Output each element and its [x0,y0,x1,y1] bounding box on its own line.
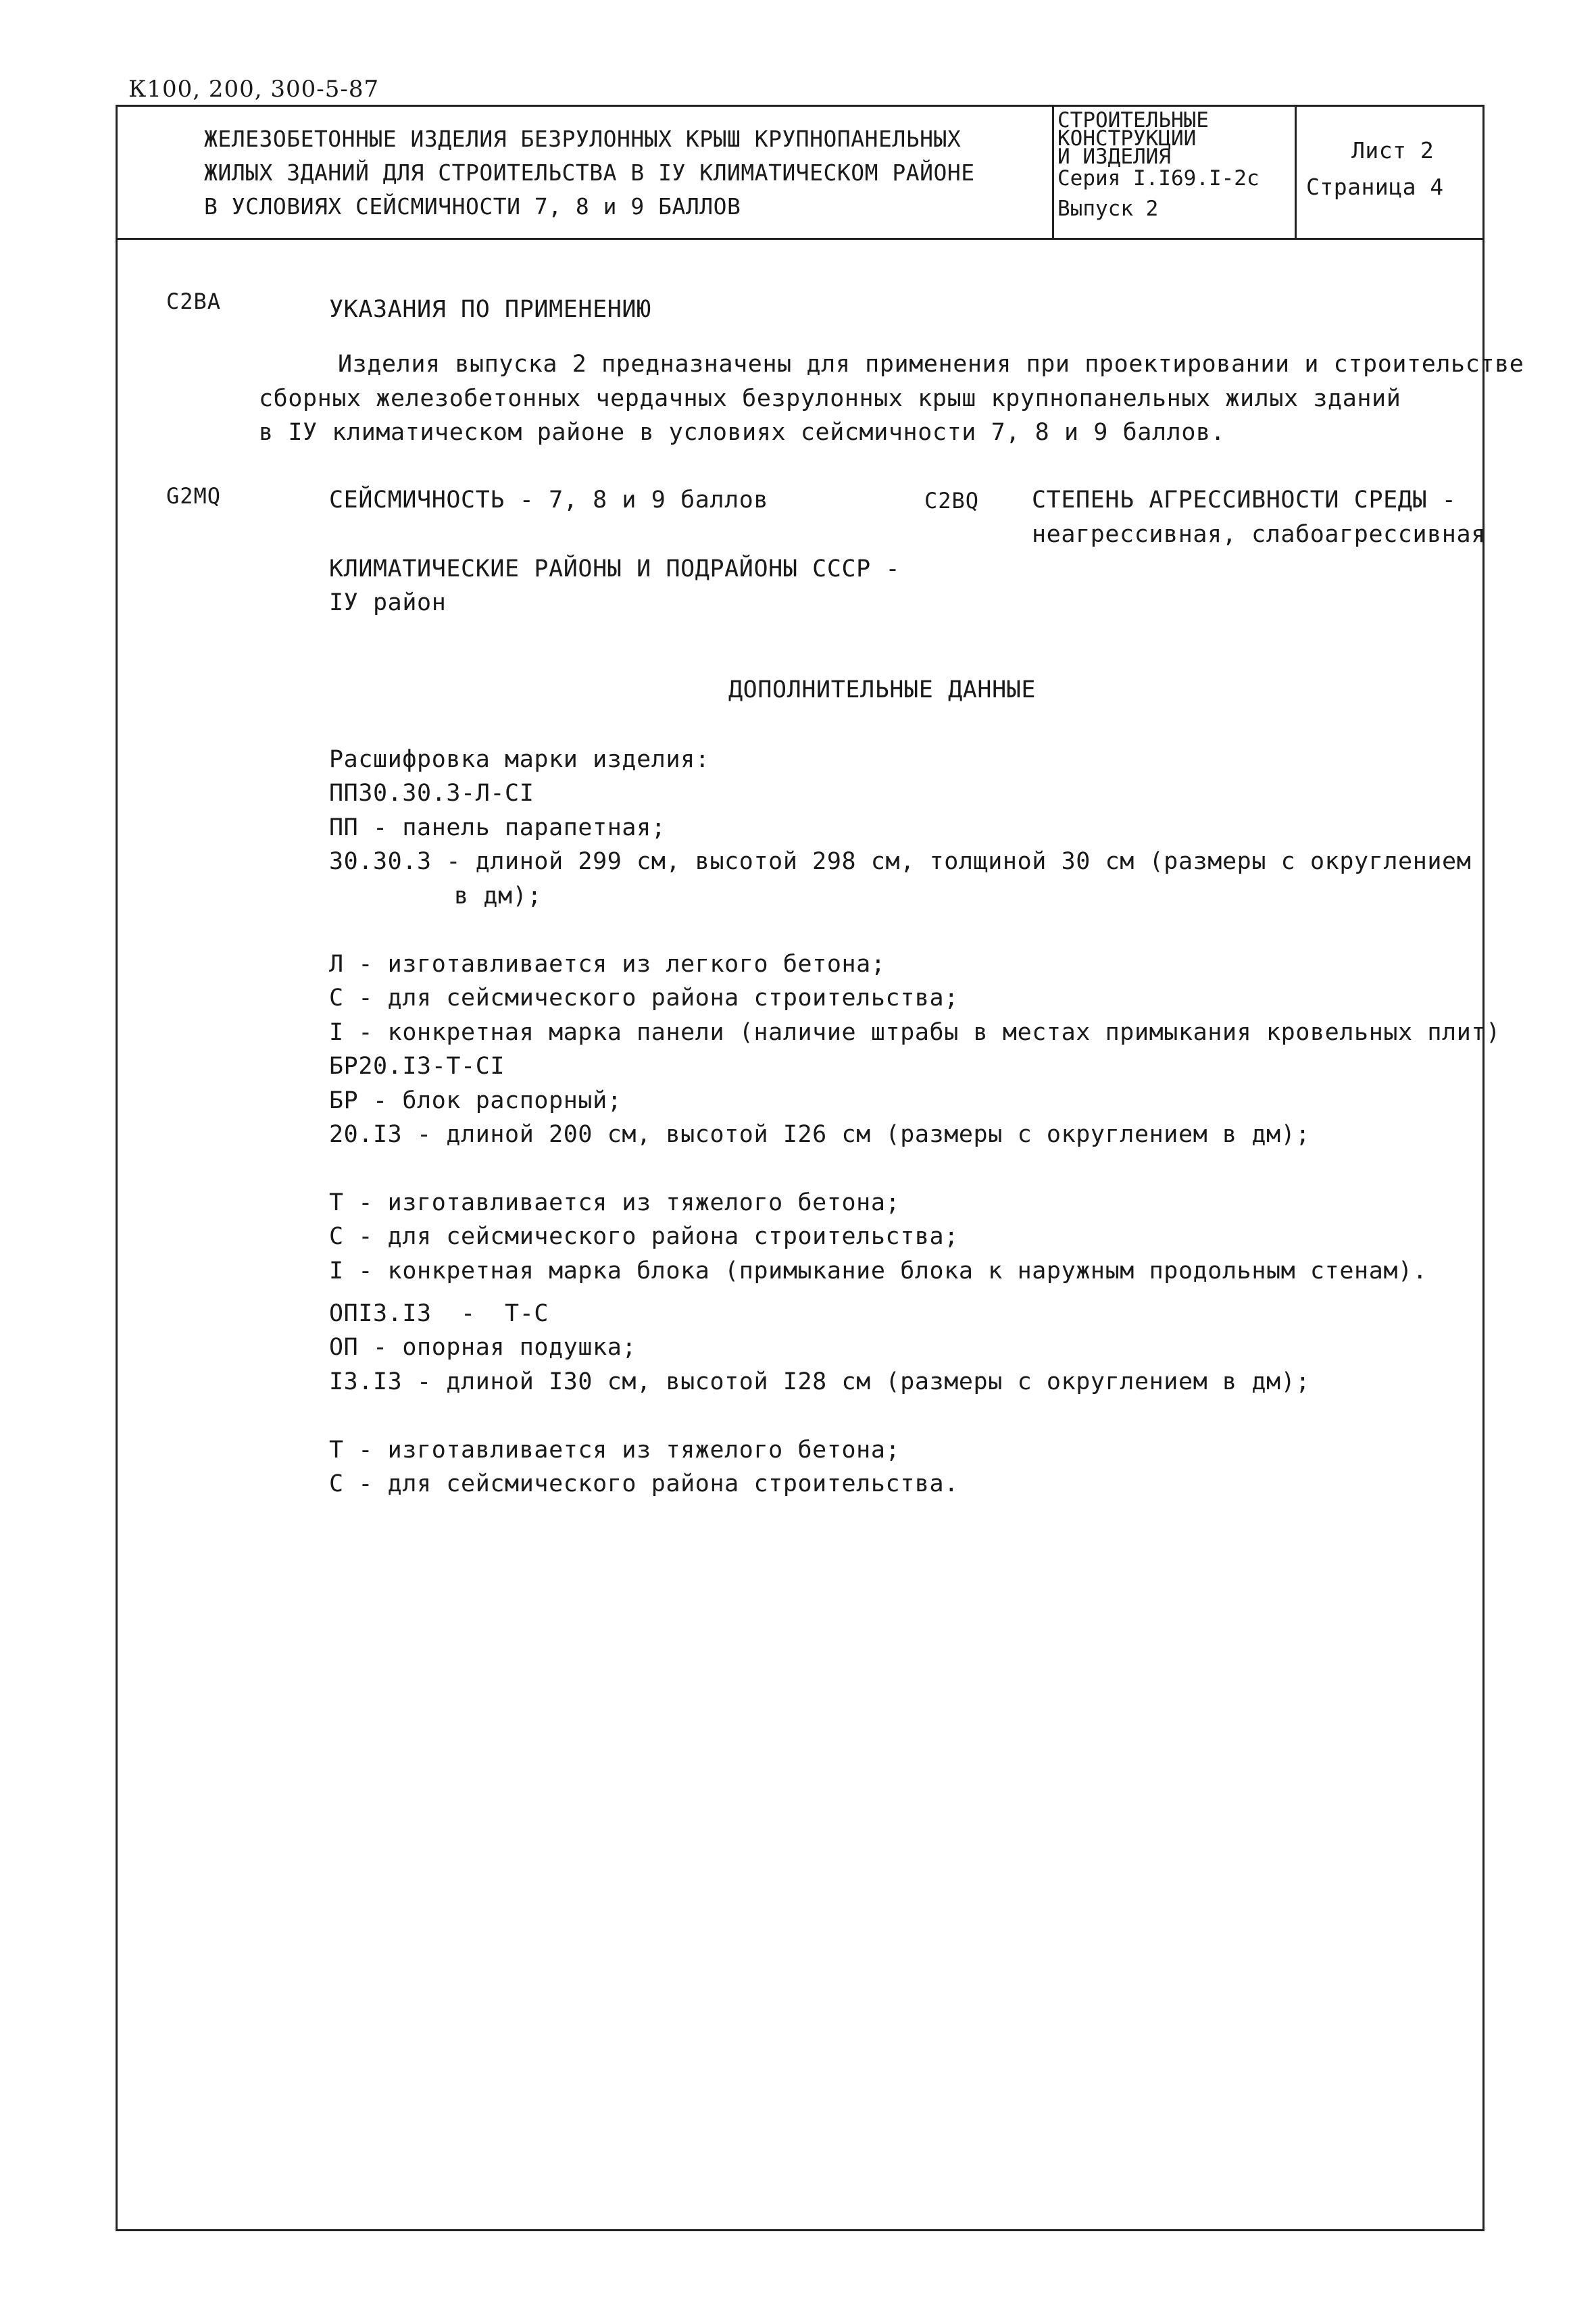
category-line-3: И ИЗДЕЛИЯ [1057,145,1171,169]
marking-line-8: I - конкретная марка панели (наличие штрабы в местах примыкания кровельных плит) [329,1019,1501,1046]
marking-line-18: Т - изготавливается из тяжелого бетона; [329,1437,901,1464]
code-c2bq: С2ВQ [924,488,980,514]
marking-line-3: ПП - панель парапетная; [329,814,666,841]
category-line-2: КОНСТРУКЦИИ [1057,126,1197,151]
marking-line-6: Л - изготавливается из легкого бетона; [329,951,886,978]
marking-line-2: ПП30.30.3-Л-СI [329,780,534,807]
title-divider-1 [1052,105,1054,240]
aggressiveness-label: СТЕПЕНЬ АГРЕССИВНОСТИ СРЕДЫ - [1032,487,1457,514]
marking-line-9: БР20.I3-Т-СI [329,1053,505,1080]
marking-line-1: Расшифровка марки изделия: [329,746,710,773]
doc-title-line-3: В УСЛОВИЯХ СЕЙСМИЧНОСТИ 7, 8 и 9 БАЛЛОВ [204,193,741,220]
marking-line-7: С - для сейсмического района строительства; [329,985,959,1012]
marking-line-14: I - конкретная марка блока (примыкание блока к наружным продольным стенам). [329,1258,1428,1285]
marking-line-4: 30.30.3 - длиной 299 см, высотой 298 см, толщиной 30 см (размеры с округлением [329,848,1472,875]
intro-line-3: в IУ климатическом районе в условиях сейсмичности 7, 8 и 9 баллов. [259,419,1226,446]
document-reference: К100, 200, 300-5-87 [128,76,380,103]
code-c2ba: С2ВА [166,289,222,314]
marking-line-11: 20.I3 - длиной 200 см, высотой I26 см (размеры с округлением в дм); [329,1121,1311,1148]
marking-line-19: С - для сейсмического района строительства. [329,1470,959,1497]
category-line-1: СТРОИТЕЛЬНЫЕ [1057,108,1209,132]
seismicity-value: СЕЙСМИЧНОСТЬ - 7, 8 и 9 баллов [329,487,769,514]
aggressiveness-value: неагрессивная, слабоагрессивная [1032,521,1486,548]
issue-number: Выпуск 2 [1057,197,1159,221]
climate-label: КЛИМАТИЧЕСКИЕ РАЙОНЫ И ПОДРАЙОНЫ СССР - [329,555,901,582]
marking-line-16: ОП - опорная подушка; [329,1334,637,1361]
series-number: Серия I.I69.I-2с [1057,166,1260,191]
section-title-usage: УКАЗАНИЯ ПО ПРИМЕНЕНИЮ [329,296,651,323]
page-number: Страница 4 [1306,174,1444,200]
intro-line-2: сборных железобетонных чердачных безрулонных крыш крупнопанельных жилых зданий [259,385,1401,412]
code-g2mq: G2MQ [166,483,222,509]
marking-line-12: Т - изготавливается из тяжелого бетона; [329,1189,901,1216]
intro-line-1: Изделия выпуска 2 предназначены для применения при проектировании и строительстве [338,351,1524,378]
marking-line-13: С - для сейсмического района строительства; [329,1223,959,1250]
marking-line-10: БР - блок распорный; [329,1087,622,1114]
doc-title-line-1: ЖЕЛЕЗОБЕТОННЫЕ ИЗДЕЛИЯ БЕЗРУЛОННЫХ КРЫШ КРУПНОПАНЕЛЬНЫХ [204,126,962,152]
section-title-additional: ДОПОЛНИТЕЛЬНЫЕ ДАННЫЕ [728,676,1037,703]
title-divider-2 [1295,105,1297,240]
marking-line-17: I3.I3 - длиной I30 см, высотой I28 см (размеры с округлением в дм); [329,1368,1311,1395]
marking-line-5: в дм); [454,882,543,910]
sheet-number: Лист 2 [1351,137,1435,164]
marking-line-15: ОПI3.I3 - Т-С [329,1300,549,1327]
doc-title-line-2: ЖИЛЫХ ЗДАНИЙ ДЛЯ СТРОИТЕЛЬСТВА В IУ КЛИМАТИЧЕСКОМ РАЙОНЕ [204,159,975,186]
climate-value: IУ район [329,589,447,616]
